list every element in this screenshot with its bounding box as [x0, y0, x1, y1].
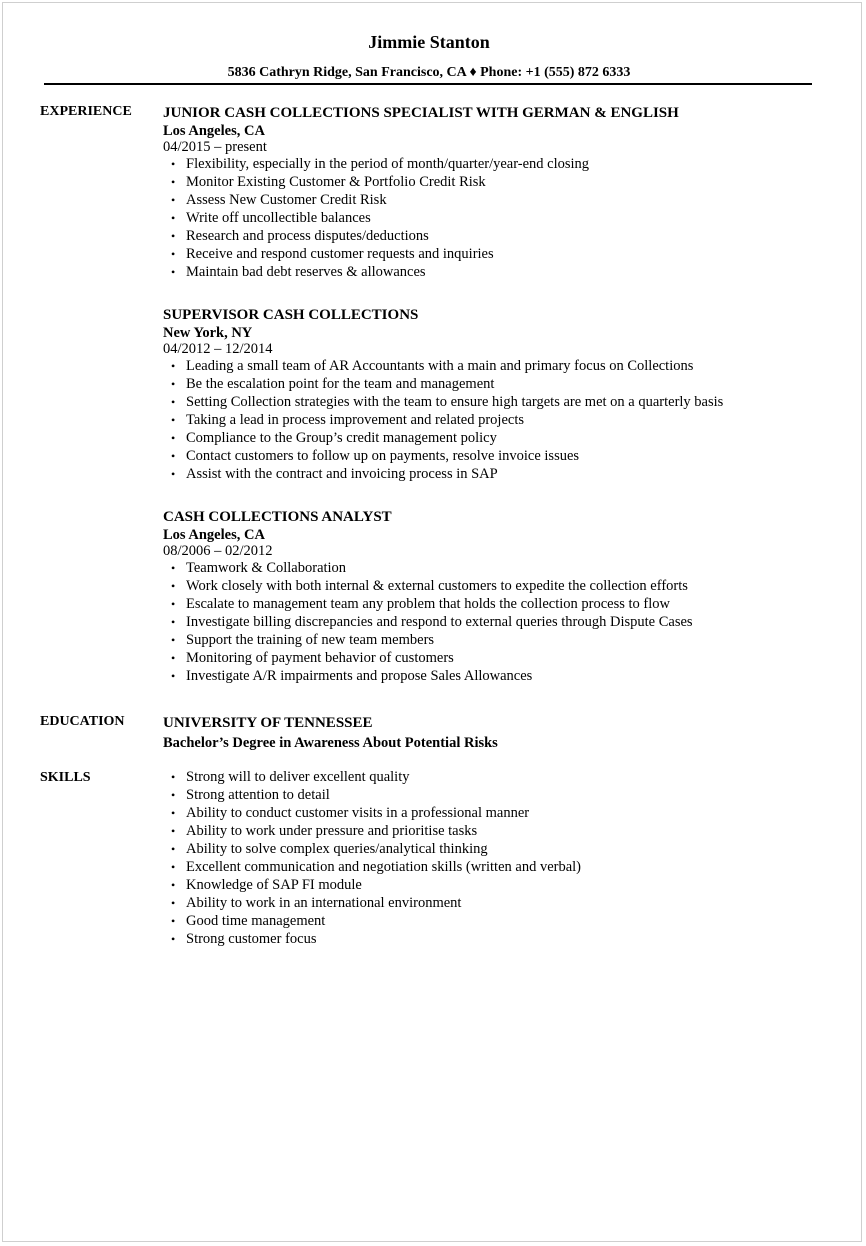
- list-item: • Strong customer focus: [163, 930, 843, 948]
- education-heading: EDUCATION: [40, 714, 125, 729]
- job-title: SUPERVISOR CASH COLLECTIONS: [163, 307, 419, 323]
- list-item: • Strong will to deliver excellent quality: [163, 768, 843, 786]
- skills-heading: SKILLS: [40, 770, 91, 785]
- job-location: Los Angeles, CA: [163, 527, 265, 543]
- list-item: • Strong attention to detail: [163, 786, 843, 804]
- job-dates: 04/2015 – present: [163, 139, 267, 155]
- list-item: • Research and process disputes/deductions: [163, 227, 843, 245]
- list-item: • Escalate to management team any problem that holds the collection process to flow: [163, 595, 843, 613]
- list-item: • Excellent communication and negotiation skills (written and verbal): [163, 858, 843, 876]
- list-item: • Work closely with both internal & external customers to expedite the collection efforts: [163, 577, 843, 595]
- list-item: • Contact customers to follow up on payments, resolve invoice issues: [163, 447, 843, 465]
- experience-heading: EXPERIENCE: [40, 104, 132, 119]
- list-item: • Maintain bad debt reserves & allowances: [163, 263, 843, 281]
- header-divider: [44, 83, 812, 85]
- job-location: New York, NY: [163, 325, 253, 341]
- list-item: • Ability to work in an international environment: [163, 894, 843, 912]
- job-entry: [163, 306, 843, 483]
- job-bullets: [163, 357, 843, 483]
- list-item: • Be the escalation point for the team and management: [163, 375, 843, 393]
- list-item: • Teamwork & Collaboration: [163, 559, 843, 577]
- list-item: • Write off uncollectible balances: [163, 209, 843, 227]
- job-dates: 04/2012 – 12/2014: [163, 341, 273, 357]
- list-item: • Knowledge of SAP FI module: [163, 876, 843, 894]
- education-entry: [163, 714, 843, 753]
- list-item: • Investigate billing discrepancies and respond to external queries through Dispute Cases: [163, 613, 843, 631]
- list-item: • Flexibility, especially in the period of month/quarter/year-end closing: [163, 155, 843, 173]
- list-item: • Compliance to the Group’s credit management policy: [163, 429, 843, 447]
- list-item: • Monitor Existing Customer & Portfolio Credit Risk: [163, 173, 843, 191]
- school-name: UNIVERSITY OF TENNESSEE: [163, 715, 373, 731]
- list-item: • Support the training of new team members: [163, 631, 843, 649]
- job-location: Los Angeles, CA: [163, 123, 265, 139]
- resume-page: [2, 2, 862, 1242]
- job-dates: 08/2006 – 02/2012: [163, 543, 273, 559]
- job-entry: [163, 508, 843, 685]
- list-item: • Monitoring of payment behavior of customers: [163, 649, 843, 667]
- list-item: • Taking a lead in process improvement and related projects: [163, 411, 843, 429]
- job-bullets: [163, 155, 843, 281]
- candidate-name: Jimmie Stanton: [368, 32, 490, 52]
- list-item: • Ability to conduct customer visits in a professional manner: [163, 804, 843, 822]
- list-item: • Investigate A/R impairments and propose Sales Allowances: [163, 667, 843, 685]
- list-item: • Receive and respond customer requests and inquiries: [163, 245, 843, 263]
- list-item: • Setting Collection strategies with the team to ensure high targets are met on a quarterly basis: [163, 393, 843, 411]
- contact-line: 5836 Cathryn Ridge, San Francisco, CA ♦ Phone: +1 (555) 872 6333: [227, 65, 631, 80]
- job-title: CASH COLLECTIONS ANALYST: [163, 509, 392, 525]
- list-item: • Good time management: [163, 912, 843, 930]
- list-item: • Assist with the contract and invoicing process in SAP: [163, 465, 843, 483]
- skill-bullets: [163, 768, 843, 948]
- list-item: • Assess New Customer Credit Risk: [163, 191, 843, 209]
- list-item: • Leading a small team of AR Accountants with a main and primary focus on Collections: [163, 357, 843, 375]
- job-title: JUNIOR CASH COLLECTIONS SPECIALIST WITH GERMAN & ENGLISH: [163, 105, 679, 121]
- job-entry: [163, 104, 843, 281]
- skills-list: [163, 768, 843, 948]
- list-item: • Ability to solve complex queries/analytical thinking: [163, 840, 843, 858]
- degree: Bachelor’s Degree in Awareness About Potential Risks: [163, 735, 498, 751]
- list-item: • Ability to work under pressure and prioritise tasks: [163, 822, 843, 840]
- job-bullets: [163, 559, 843, 685]
